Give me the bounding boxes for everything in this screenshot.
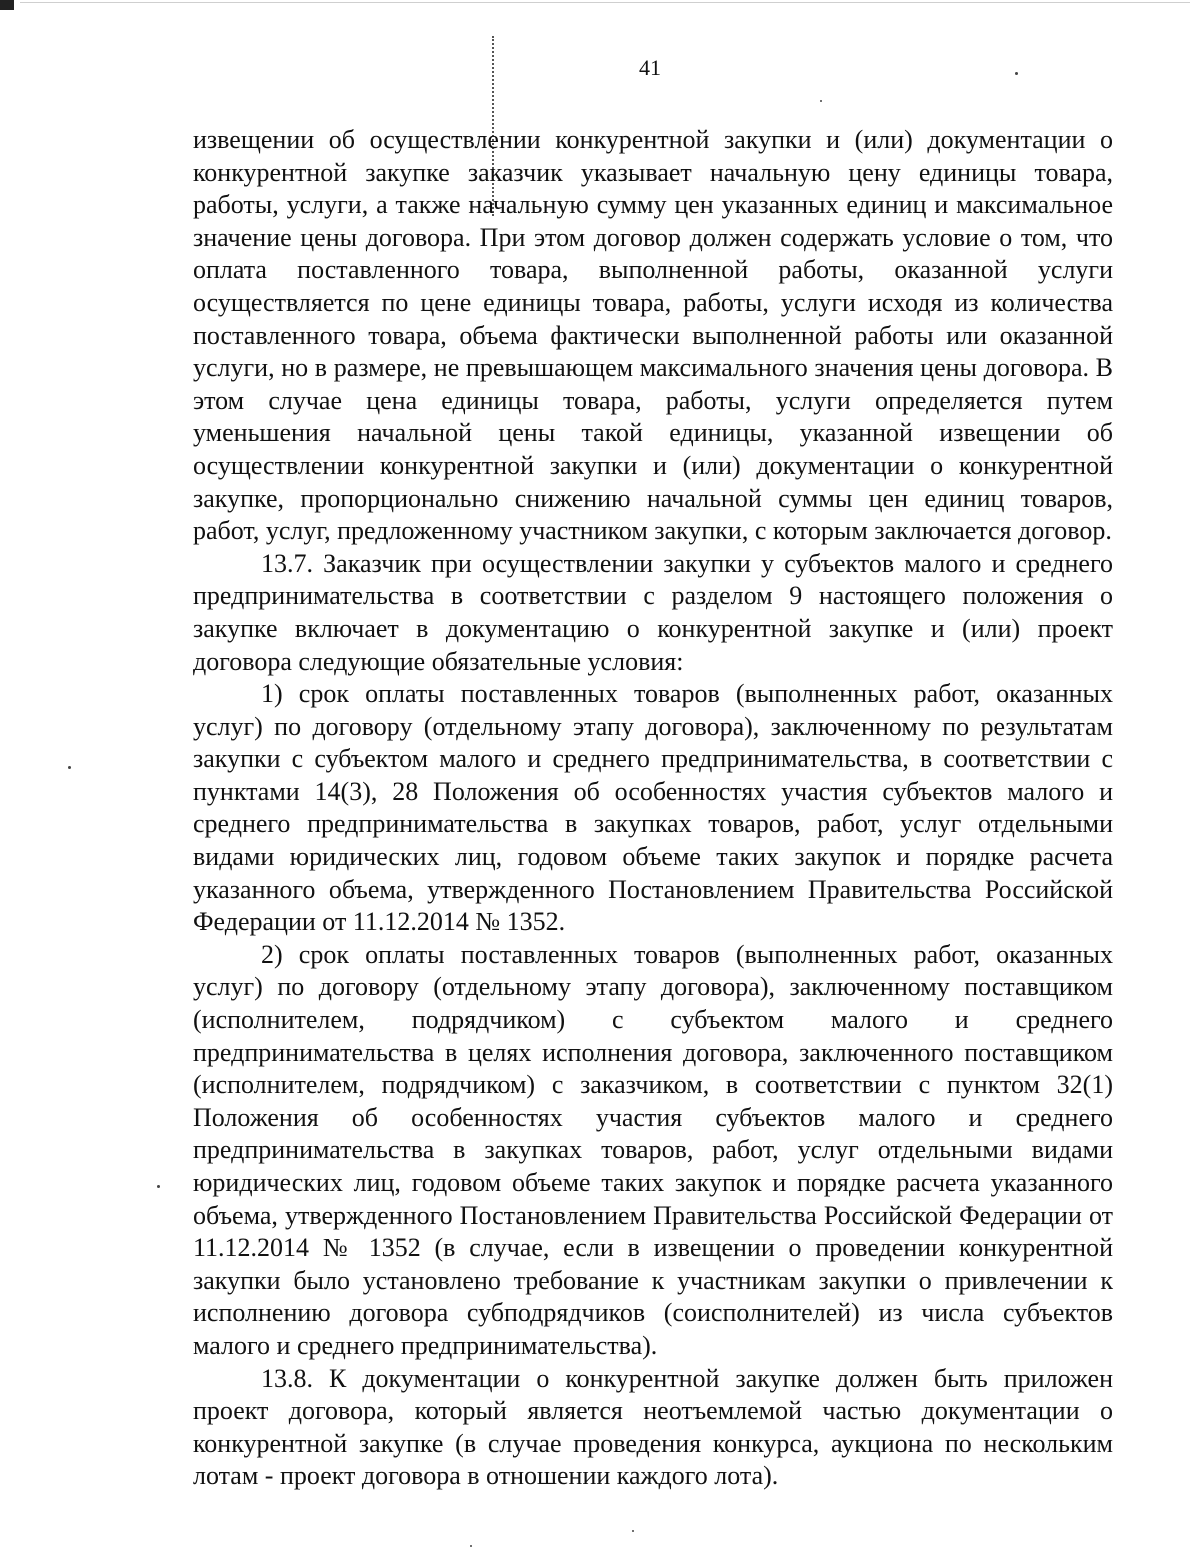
document-body — [193, 124, 1113, 1493]
scan-speck — [470, 1545, 472, 1547]
page-number: 41 — [639, 55, 661, 80]
scan-speck — [1015, 72, 1018, 75]
paragraph-item-2: 2) срок оплаты поставленных товаров (выполненных работ, оказанных услуг) по договору (отдельному этапу договора), заключенному поставщиком (исполнителем, подрядчиком) с субъектом малого и среднего предпринимательства в целях исполнения договора, заключенного поставщиком (исполнителем, подрядчиком) с заказчиком, в соответствии с пунктом 32(1) Положения об особенностях участия субъектов малого и среднего предпринимательства в закупках товаров, работ, услуг отдельными видами юридических лиц, годовом объеме таких закупок и порядке расчета указанного объема, утвержденного Постановлением Правительства Российской Федерации от 11.12.2014 № 1352 (в случае, если в извещении о проведении конкурентной закупки было установлено требование к участникам закупки о привлечении к исполнению договора субподрядчиков (соисполнителей) из числа субъектов малого и среднего предпринимательства). — [193, 939, 1113, 1360]
scan-speck — [68, 766, 71, 769]
scan-corner-mark — [0, 0, 14, 10]
paragraph-continuation: извещении об осуществлении конкурентной закупки и (или) документации о конкурентной закупке заказчик указывает начальную цену единицы товара, работы, услуги, а также начальную сумму цен указанных единиц и максимальное значение цены договора. При этом договор должен содержать условие о том, что оплата поставленного товара, выполненной работы, оказанной услуги осуществляется по цене единицы товара, работы, услуги исходя из количества поставленного товара, объема фактически выполненной работы или оказанной услуги, но в размере, не превышающем максимального значения цены договора. В этом случае цена единицы товара, работы, услуги определяется путем уменьшения начальной цены такой единицы, указанной извещении об осуществлении конкурентной закупки и (или) документации о конкурентной закупке, пропорционально снижению начальной суммы цен единиц товаров, работ, услуг, предложенному участником закупки, с которым заключается договор. — [193, 125, 1113, 546]
paragraph-item-1: 1) срок оплаты поставленных товаров (выполненных работ, оказанных услуг) по договору (отдельному этапу договора), заключенному по результатам закупки с субъектом малого и среднего предпринимательства, в соответствии с пунктами 14(3), 28 Положения об особенностях участия субъектов малого и среднего предпринимательства в закупках товаров, работ, услуг отдельными видами юридических лиц, годовом объеме таких закупок и порядке расчета указанного объема, утвержденного Постановлением Правительства Российской Федерации от 11.12.2014 № 1352. — [193, 679, 1113, 937]
paragraph-13-7: 13.7. Заказчик при осуществлении закупки у субъектов малого и среднего предпринимательства в соответствии с разделом 9 настоящего положения о закупке включает в документацию о конкурентной закупке и (или) проект договора следующие обязательные условия: — [193, 548, 1113, 676]
paragraph-13-8: 13.8. К документации о конкурентной закупке должен быть приложен проект договора, который является неотъемлемой частью документации о конкурентной закупке (в случае проведения конкурса, аукциона по нескольким лотам - проект договора в отношении каждого лота). — [193, 1363, 1113, 1491]
scan-top-edge — [20, 2, 1190, 3]
scan-speck — [820, 100, 822, 102]
scan-speck — [632, 1530, 634, 1532]
scan-speck — [157, 1185, 160, 1188]
